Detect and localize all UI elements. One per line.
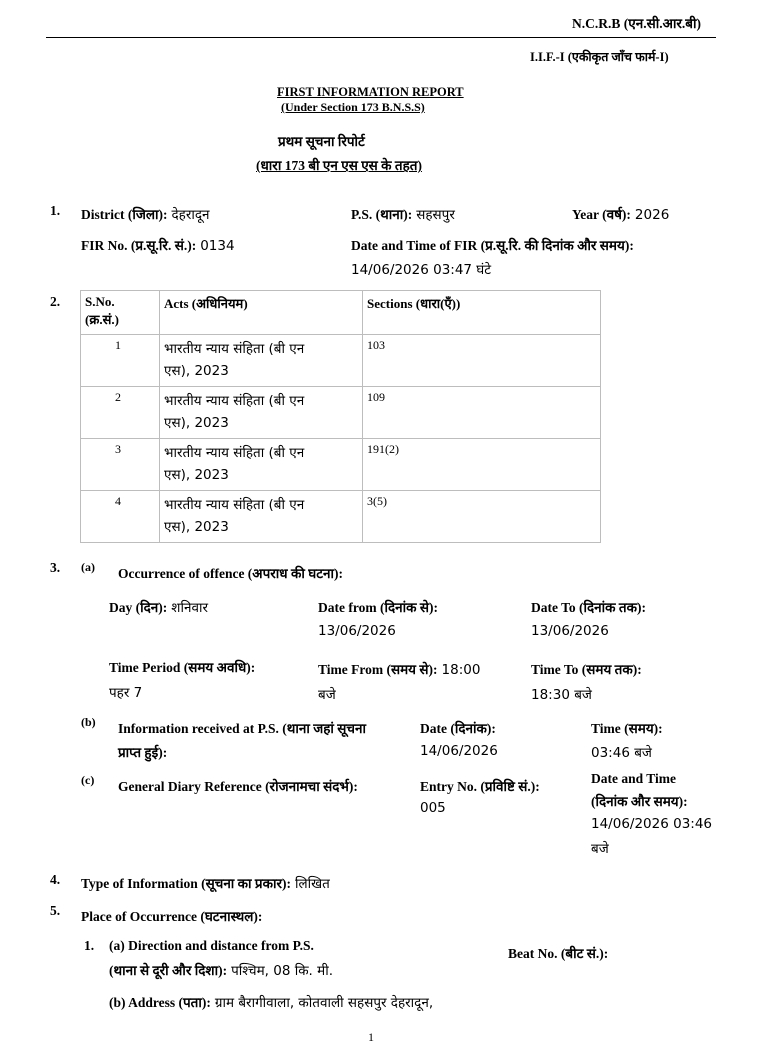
district-field: [81, 205, 210, 224]
info-received-label-2: प्राप्त हुई):: [118, 745, 168, 760]
table-row: [81, 335, 601, 387]
ps-field: [351, 205, 455, 224]
fir-value: 0134: [200, 238, 235, 254]
beat-no-label: Beat No. (बीट सं.):: [508, 946, 609, 961]
address-value: ग्राम बैरागीवाला, कोतवाली सहसपुर देहरादून,: [214, 995, 434, 1011]
row-act-line2: एस), 2023: [164, 415, 229, 431]
row-act-line1: भारतीय न्याय संहिता (बी एन: [164, 497, 305, 513]
fir-datetime-value: 14/06/2026 03:47 घंटे: [351, 262, 492, 278]
subtitle-hi: (धारा 173 बी एन एस एस के तहत): [256, 158, 422, 173]
row-act-line1: भारतीय न्याय संहिता (बी एन: [164, 445, 305, 461]
info-type-label: Type of Information (सूचना का प्रकार):: [81, 876, 291, 891]
acts-table-header: [81, 291, 601, 335]
sub-b-marker: (b): [81, 715, 96, 729]
occurrence-label: Occurrence of offence (अपराध की घटना):: [118, 566, 343, 581]
info-date-value: 14/06/2026: [420, 743, 498, 759]
row-act-line1: भारतीय न्याय संहिता (बी एन: [164, 341, 305, 357]
info-time-label: Time (समय):: [591, 721, 663, 736]
gd-datetime-label: Date and Time: [591, 771, 677, 786]
title-hi: प्रथम सूचना रिपोर्ट: [278, 134, 365, 149]
ncrb-label: N.C.R.B (एन.सी.आर.बी): [572, 16, 701, 31]
entry-no-label: Entry No. (प्रविष्टि सं.):: [420, 779, 540, 794]
address-field: [109, 993, 433, 1012]
info-time-value: 03:46 बजे: [591, 745, 652, 761]
year-label: Year (वर्ष):: [572, 207, 631, 222]
direction-value: पश्चिम, 08 कि. मी.: [231, 963, 334, 979]
time-to-value: 18:30 बजे: [531, 687, 592, 703]
ps-value: सहसपुर: [416, 207, 455, 223]
gd-datetime-value-2: बजे: [591, 841, 609, 857]
section-5-number: 5.: [50, 903, 61, 918]
gd-datetime-value: 14/06/2026 03:46: [591, 816, 713, 832]
ps-label: P.S. (थाना):: [351, 207, 413, 222]
time-period-label: Time Period (समय अवधि):: [109, 660, 256, 675]
time-from-label: Time From (समय से):: [318, 662, 438, 677]
day-field: [109, 598, 208, 617]
sno-header-hi: (क्र.सं.): [85, 312, 119, 327]
header-rule: [46, 37, 716, 38]
district-label: District (जिला):: [81, 207, 168, 222]
gd-reference-label: General Diary Reference (रोजनामचा संदर्भ):: [118, 779, 358, 794]
year-field: [572, 205, 669, 224]
row-sno: 1: [115, 338, 121, 352]
gd-datetime-label-2: (दिनांक और समय):: [591, 794, 688, 809]
entry-no-value: 005: [420, 800, 446, 816]
table-row: [81, 439, 601, 491]
time-from-value-unit: बजे: [318, 687, 336, 703]
day-value: शनिवार: [171, 600, 208, 616]
date-from-value: 13/06/2026: [318, 623, 396, 639]
fir-field: [81, 236, 235, 255]
district-value: देहरादून: [171, 207, 210, 223]
time-from-field: [318, 660, 480, 679]
row-act-line2: एस), 2023: [164, 519, 229, 535]
time-from-value: 18:00: [441, 662, 481, 678]
info-received-label: Information received at P.S. (थाना जहां सूचना: [118, 721, 366, 736]
table-row: [81, 491, 601, 543]
subtitle-en: (Under Section 173 B.N.S.S): [281, 100, 425, 114]
page-number: 1: [368, 1030, 374, 1044]
row-sno: 2: [115, 390, 121, 404]
sno-header: S.No.: [85, 294, 115, 309]
row-act-line1: भारतीय न्याय संहिता (बी एन: [164, 393, 305, 409]
row-section: 3(5): [367, 494, 387, 508]
row-act-line2: एस), 2023: [164, 363, 229, 379]
row-section: 191(2): [367, 442, 399, 456]
date-from-label: Date from (दिनांक से):: [318, 600, 438, 615]
table-row: [81, 387, 601, 439]
time-period-value: पहर 7: [109, 685, 143, 701]
info-type-field: [81, 874, 330, 893]
time-to-label: Time To (समय तक):: [531, 662, 642, 677]
section-2-number: 2.: [50, 294, 61, 309]
row-section: 109: [367, 390, 385, 404]
direction-field: [109, 961, 333, 980]
row-act-line2: एस), 2023: [164, 467, 229, 483]
fir-datetime-label: Date and Time of FIR (प्र.सू.रि. की दिनांक और समय):: [351, 238, 634, 253]
date-to-value: 13/06/2026: [531, 623, 609, 639]
place-sub-number: 1.: [84, 938, 95, 953]
sub-c-marker: (c): [81, 773, 95, 787]
row-sno: 3: [115, 442, 121, 456]
direction-label: (a) Direction and distance from P.S.: [109, 938, 314, 953]
date-to-label: Date To (दिनांक तक):: [531, 600, 646, 615]
row-sno: 4: [115, 494, 121, 508]
section-3-number: 3.: [50, 560, 61, 575]
form-label: I.I.F.-I (एकीकृत जाँच फार्म-I): [530, 50, 669, 64]
place-label: Place of Occurrence (घटनास्थल):: [81, 909, 263, 924]
section-1-number: 1.: [50, 203, 61, 218]
info-date-label: Date (दिनांक):: [420, 721, 496, 736]
title-en: FIRST INFORMATION REPORT: [277, 85, 464, 99]
direction-label-2: (थाना से दूरी और दिशा):: [109, 963, 228, 978]
info-type-value: लिखित: [294, 876, 330, 892]
row-section: 103: [367, 338, 385, 352]
day-label: Day (दिन):: [109, 600, 168, 615]
acts-table: [80, 290, 601, 543]
fir-label: FIR No. (प्र.सू.रि. सं.):: [81, 238, 197, 253]
section-4-number: 4.: [50, 872, 61, 887]
year-value: 2026: [634, 207, 670, 223]
acts-header: Acts (अधिनियम): [164, 296, 248, 311]
sub-a-marker: (a): [81, 560, 95, 574]
sections-header: Sections (धारा(एँ)): [367, 296, 461, 311]
address-label: (b) Address (पता):: [109, 995, 211, 1010]
